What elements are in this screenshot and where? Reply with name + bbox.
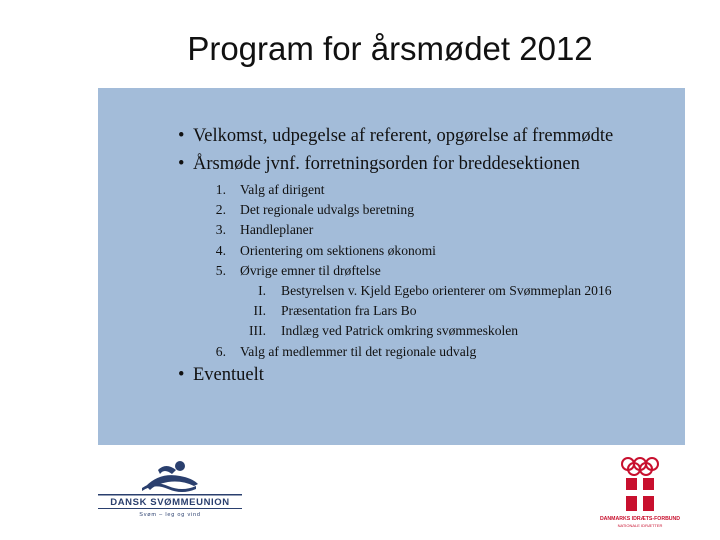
svg-text:DANMARKS IDRÆTS-FORBUND: DANMARKS IDRÆTS-FORBUND [599, 516, 681, 522]
item-number: 1. [215, 182, 226, 197]
bullet-text: Eventuelt [193, 365, 264, 385]
item-text: Orientering om sektionens økonomi [240, 242, 436, 258]
olympic-rings-icon [594, 452, 686, 530]
bullet-annual-meeting [178, 154, 580, 175]
swimmer-logo-icon [96, 458, 244, 518]
dansk-svommeunion-logo [96, 458, 244, 518]
item-number: 5. [215, 262, 226, 278]
item-text: Det regionale udvalgs beretning [240, 202, 415, 218]
item-text: Valg af medlemmer til det regionale udvalg [240, 343, 477, 359]
bullet-text: Velkomst, udpegelse af referent, opgørelse af fremmødte [193, 126, 614, 146]
item-text: Bestyrelsen v. Kjeld Egebo orienterer om Svømmeplan 2016 [281, 282, 612, 298]
bullet-misc [178, 365, 264, 386]
bullet-marker: • [178, 154, 185, 174]
item-number: 6. [215, 343, 226, 359]
bullet-text: Årsmøde jvnf. forretningsorden for breddesektionen [193, 154, 580, 174]
item-text: Præsentation fra Lars Bo [281, 303, 417, 319]
dif-logo [594, 452, 686, 530]
item-text: Øvrige emner til drøftelse [240, 262, 381, 278]
item-text: Indlæg ved Patrick omkring svømmeskolen [281, 323, 519, 339]
item-number: III. [249, 323, 266, 339]
bullet-welcome [178, 126, 613, 147]
svg-text:DANSK SVØMMEUNION: DANSK SVØMMEUNION [110, 497, 230, 508]
item-number: 4. [215, 242, 226, 258]
bullet-marker: • [178, 126, 185, 146]
svg-text:Svøm – leg og vind: Svøm – leg og vind [139, 512, 201, 518]
bullet-marker: • [178, 365, 185, 385]
item-number: II. [253, 303, 266, 319]
item-number: 3. [215, 222, 226, 238]
item-text: Valg af dirigent [240, 182, 325, 197]
item-number: I. [258, 282, 266, 298]
svg-text:NATIONALE IDRÆTTER: NATIONALE IDRÆTTER [617, 523, 663, 528]
item-number: 2. [215, 202, 226, 218]
page-title: Program for årsmødet 2012 [187, 30, 593, 67]
item-text: Handleplaner [240, 222, 314, 238]
content-box [98, 88, 685, 445]
